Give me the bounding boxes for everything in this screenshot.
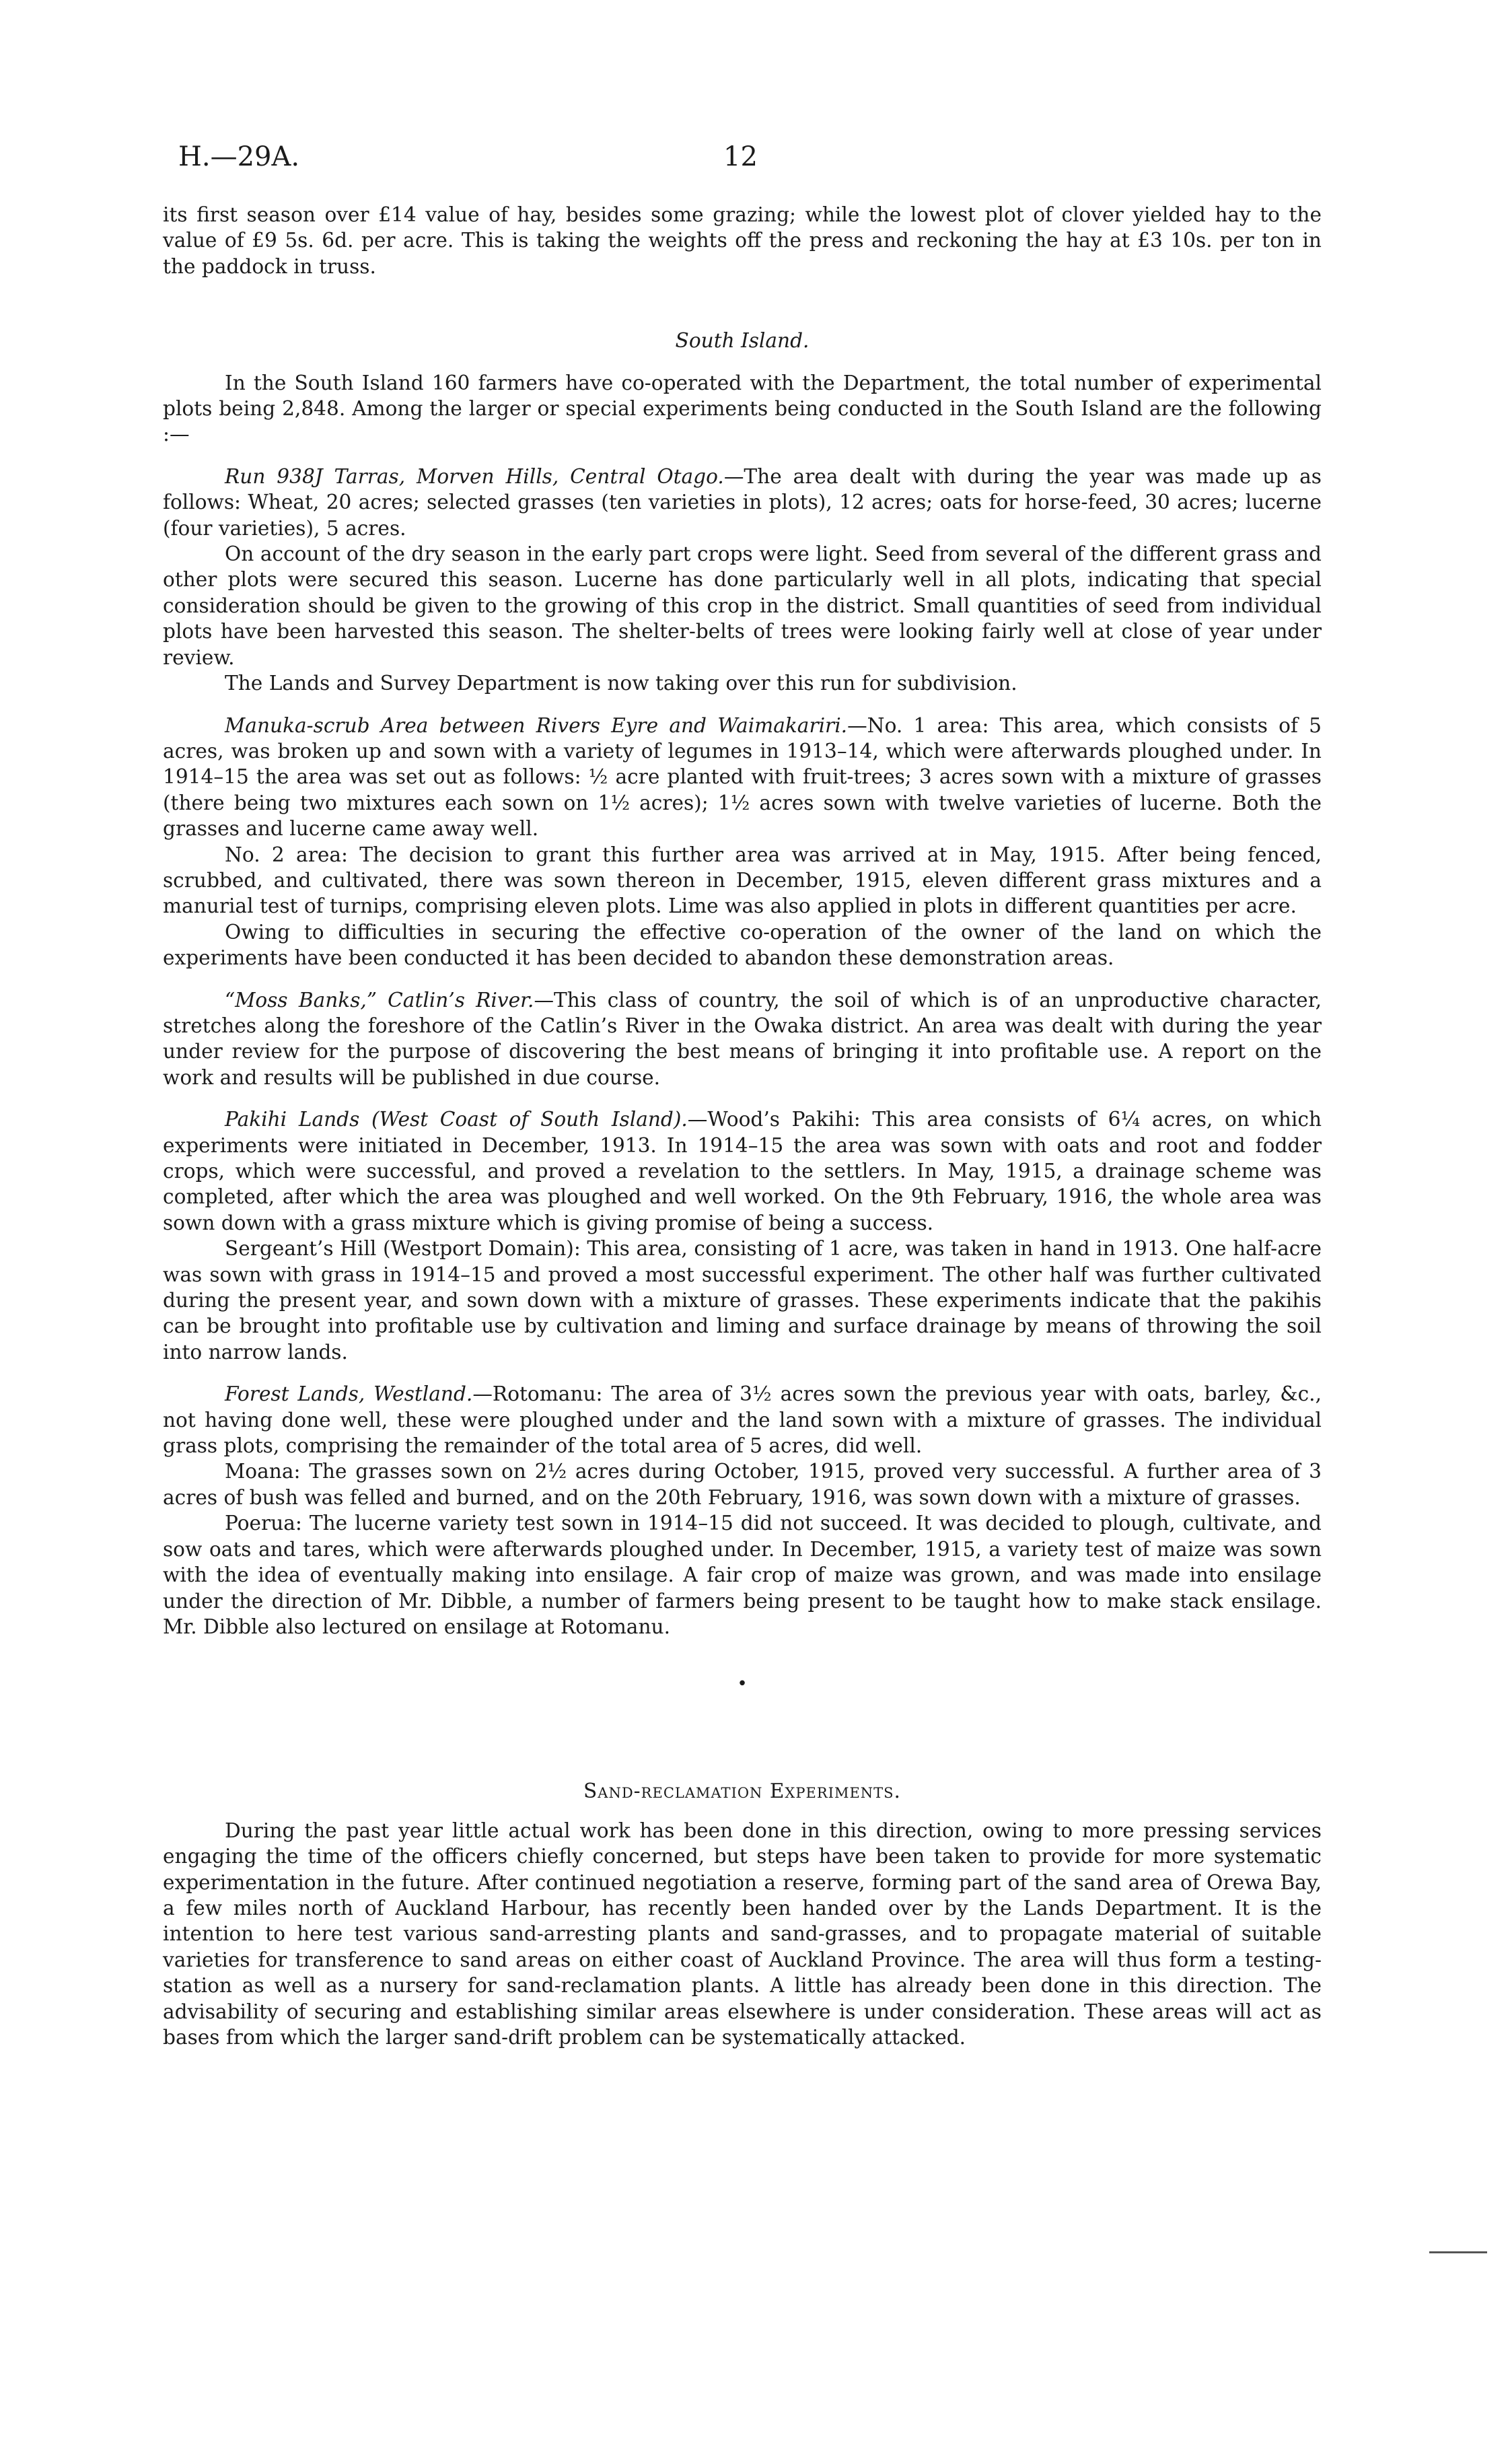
- south-island-intro: In the South Island 160 farmers have co-operated with the Department, the total number of experimental plots being 2,848. Among the larger or special experiments being conducted in the South Island are the following :—: [163, 371, 1322, 446]
- run-938-paragraph-2: On account of the dry season in the early part crops were light. Seed from several of the different grass and other plots were secured this season. Lucerne has done particularly well in all plots, indicating that special consideration should be given to the growing of this crop in the district. Small quantities of seed from individual plots have been harvested this season. The shelter-belts of trees were looking fairly well at close of year under review.: [163, 542, 1322, 669]
- page-number: 12: [723, 141, 758, 172]
- manuka-body: —No. 1 area: This area, which consists of 5 acres, was broken up and sown with a variety of legumes in 1913–14, which were afterwards ploughed under. In 1914–15 the area was set out as follows: ½ acre planted with fruit-trees; 3 acres sown with a mixture of grasses (there being two mixtures each sown on 1½ acres); 1½ acres sown with twelve varieties of lucerne. Both the grasses and lucerne came away well.: [163, 713, 1322, 841]
- pakihi-paragraph: [163, 1106, 1322, 1236]
- page-body: [163, 202, 1322, 2050]
- manuka-paragraph: [163, 713, 1322, 842]
- forest-lands-body: —Rotomanu: The area of 3½ acres sown the previous year with oats, barley, &c., not having done well, these were ploughed under and the land sown with a mixture of grasses. The individual grass plots, comprising the remainder of the total area of 5 acres, did well.: [163, 1382, 1322, 1458]
- manuka-paragraph-2: No. 2 area: The decision to grant this further area was arrived at in May, 1915. After being fenced, scrubbed, and cultivated, there was sown thereon in December, 1915, eleven different grass mixtures and a manurial test of turnips, comprising eleven plots. Lime was also applied in plots in different quantities per acre.: [163, 843, 1322, 918]
- margin-dash: [1429, 2251, 1487, 2253]
- forest-lands-paragraph-2: Moana: The grasses sown on 2½ acres during October, 1915, proved very successful. A further area of 3 acres of bush was felled and burned, and on the 20th February, 1916, was sown down with a mixture of grasses.: [163, 1460, 1322, 1509]
- moss-banks-paragraph: [163, 987, 1322, 1091]
- sand-reclamation-paragraph: During the past year little actual work has been done in this direction, owing to more pressing services engaging the time of the officers chiefly concerned, but steps have been taken to provide for more systematic experimentation in the future. After continued negotiation a reserve, forming part of the sand area of Orewa Bay, a few miles north of Auckland Harbour, has recently been handed over by the Lands Department. It is the intention to here test various sand-arresting plants and sand-grasses, and to propagate material of suitable varieties for transference to sand areas on either coast of Auckland Province. The area will thus form a testing-station as well as a nursery for sand-reclamation plants. A little has already been done in this direction. The advisability of securing and establishing similar areas elsewhere is under consideration. These areas will act as bases from which the larger sand-drift problem can be systematically attacked.: [163, 1819, 1322, 2049]
- forest-lands-title: Forest Lands, Westland.: [225, 1382, 473, 1406]
- document-reference: H.—29A.: [178, 141, 300, 172]
- forest-lands-paragraph: [163, 1381, 1322, 1458]
- run-938-title: Run 938J Tarras, Morven Hills, Central Otago.: [225, 464, 724, 488]
- manuka-paragraph-3: Owing to difficulties in securing the effective co-operation of the owner of the land on which the experiments have been conducted it has been decided to abandon these demonstration areas.: [163, 920, 1322, 970]
- moss-banks-body: —This class of country, the soil of which is of an unproductive character, stretches along the foreshore of the Catlin’s River in the Owaka district. An area was dealt with during the year under review for the purpose of discovering the best means of bringing it into profitable use. A report on the work and results will be published in due course.: [163, 988, 1322, 1089]
- pakihi-body: —Wood’s Pakihi: This area consists of 6¼ acres, on which experiments were initiated in December, 1913. In 1914–15 the area was sown with oats and root and fodder crops, which were successful, and proved a revelation to the settlers. In May, 1915, a drainage scheme was completed, after which the area was ploughed and well worked. On the 9th February, 1916, the whole area was sown down with a grass mixture which is giving promise of being a success.: [163, 1108, 1322, 1234]
- run-938-paragraph-3: The Lands and Survey Department is now taking over this run for subdivision.: [225, 672, 1017, 695]
- run-938-body: —The area dealt with during the year was made up as follows: Wheat, 20 acres; selected grasses (ten varieties in plots), 12 acres; oats for horse-feed, 30 acres; lucerne (four varieties), 5 acres.: [163, 464, 1322, 540]
- forest-lands-paragraph-3: Poerua: The lucerne variety test sown in 1914–15 did not succeed. It was decided to plough, cultivate, and sow oats and tares, which were afterwards ploughed under. In December, 1915, a variety test of maize was sown with the idea of eventually making into ensilage. A fair crop of maize was grown, and was made into ensilage under the direction of Mr. Dibble, a number of farmers being present to be taught how to make stack ensilage. Mr. Dibble also lectured on ensilage at Rotomanu.: [163, 1512, 1322, 1638]
- intro-paragraph: its first season over £14 value of hay, besides some grazing; while the lowest plot of clover yielded hay to the value of £9 5s. 6d. per acre. This is taking the weights off the press and reckoning the hay at £3 10s. per ton in the paddock in truss.: [163, 203, 1322, 278]
- pakihi-paragraph-2: Sergeant’s Hill (Westport Domain): This area, consisting of 1 acre, was taken in hand in 1913. One half-acre was sown with grass in 1914–15 and proved a most successful experiment. The other half was further cultivated during the present year, and sown down with a mixture of grasses. These experiments indicate that the pakihis can be brought into profitable use by cultivation and liming and surface drainage by means of throwing the soil into narrow lands.: [163, 1237, 1322, 1364]
- manuka-title: Manuka-scrub Area between Rivers Eyre and Waimakariri.: [225, 713, 848, 737]
- section-heading-south-island: South Island.: [675, 329, 810, 353]
- pakihi-title: Pakihi Lands (West Coast of South Island).: [225, 1108, 688, 1131]
- moss-banks-title: “Moss Banks,” Catlin’s River.: [225, 988, 534, 1012]
- run-938-paragraph: [163, 464, 1322, 541]
- page-header: [178, 141, 1349, 182]
- section-heading-sand-reclamation: Sand-reclamation Experiments.: [583, 1780, 901, 1803]
- separator-dot: •: [737, 1674, 748, 1695]
